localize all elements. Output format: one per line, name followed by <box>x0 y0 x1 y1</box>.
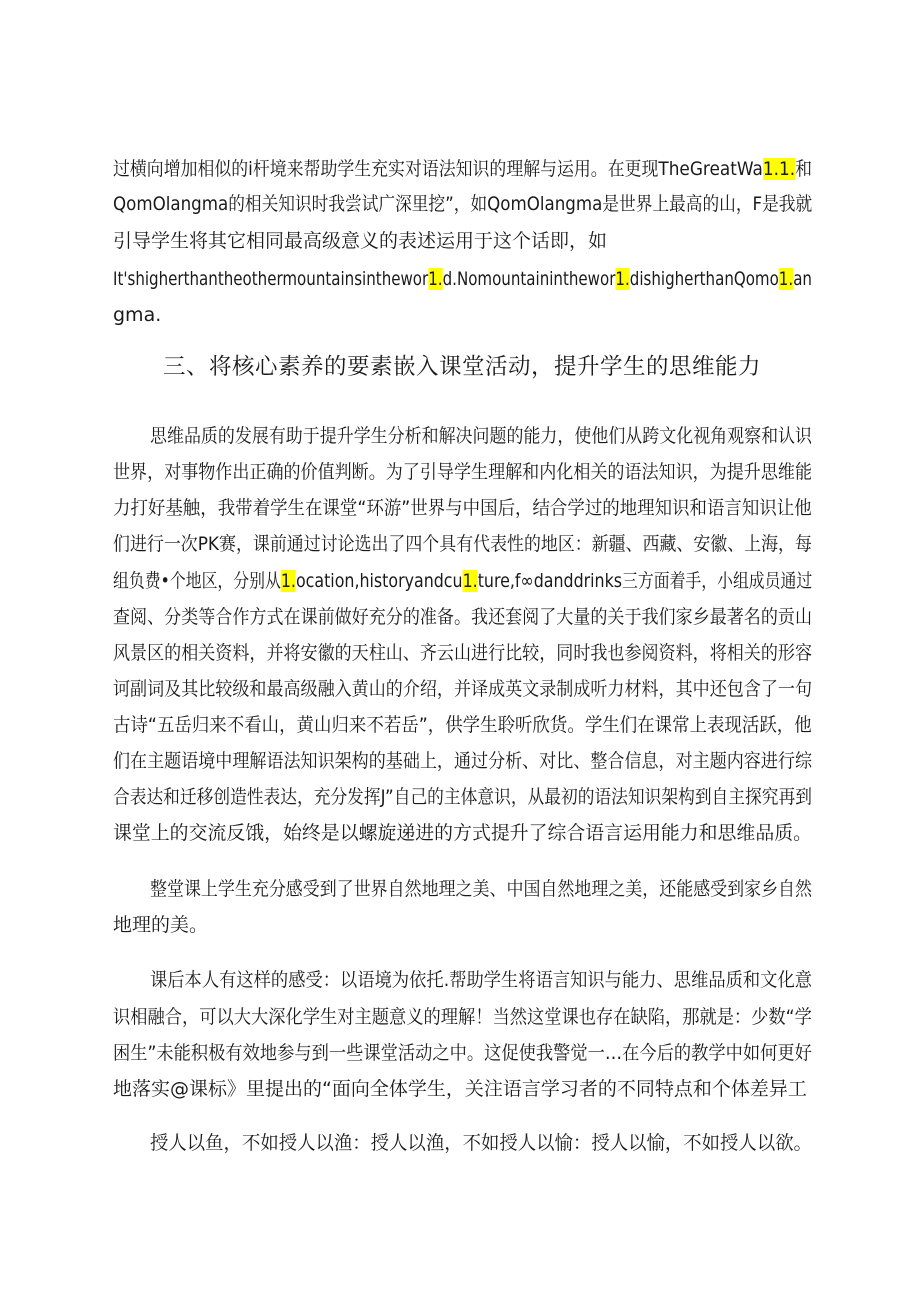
highlight-mark: 1. <box>778 268 794 290</box>
p1-line-2: QomOlangma的相关知识时我尝试广深里挖”，如QomOlangma是世界上最高的山，F是我就 <box>113 193 813 215</box>
p2-line-8: 诃副词及其比较级和最高级融入黄山的介绍，并译成英文录制成听力材料，其中还包含了一句 <box>113 678 813 700</box>
p2-line-3: 力打好基触，我带着学生在课堂“环游”世界与中国后，结合学过的地理知识和语言知识让他 <box>113 497 812 519</box>
highlight-mark: 1. <box>462 570 478 592</box>
p1-line-5: gma. <box>113 304 162 326</box>
section-heading: 三、将核心素养的要素嵌入课堂活动，提升学生的思维能力 <box>163 354 762 380</box>
p2-line-5: 组负费•个地区，分别从1.ocation,historyandcu1.ture,f∞danddrinks三方面着手，小组成员通过 <box>113 570 813 592</box>
p4-line-2: 识相融合，可以大大深化学生对主题意义的理解！当然这堂课也存在缺陷，那就是：少数“学 <box>113 1006 812 1028</box>
p2-line-6: 查阅、分类等合作方式在课前做好充分的准备。我还套阅了大量的关于我们家乡最著名的贡山 <box>113 606 813 628</box>
p2-line-7: 风景区的相关资料，并将安徽的天柱山、齐云山进行比较，同时我也参阅资料，将相关的形容 <box>113 642 813 664</box>
p2-line-11: 合表达和迁移创造性表达，充分发挥J”自己的主体意识，从最初的语法知识架构到自主探究再到 <box>113 786 812 808</box>
p2-line-1: 思维品质的发展有助于提升学生分析和解决问题的能力，使他们从跨文化视角观察和认识 <box>150 425 813 447</box>
p1-line-3: 引导学生将其它相同最高级意义的表述运用于这个话即，如 <box>113 230 608 252</box>
p4-line-1: 课后本人有这样的感受：以语境为依托.帮助学生将语言知识与能力、思维品质和文化意 <box>150 969 813 991</box>
p3-line-1: 整堂课上学生充分感受到了世界自然地理之美、中国自然地理之美，还能感受到家乡自然 <box>150 878 813 900</box>
p2-line-10: 们在主题语境中理解语法知识架构的基础上，通过分析、对比、整合信息，对主题内容进行综 <box>113 750 813 772</box>
p2-line-12: 课堂上的交流反饿，始终是以螺旋递进的方式提升了综合语言运用能力和思维品质。 <box>113 822 813 844</box>
p5-line-1: 授人以鱼，不如授人以渔：授人以渔，不如授人以愉：授人以愉，不如授人以欲。 <box>150 1132 812 1154</box>
highlight-mark: 1. <box>615 268 630 290</box>
p1-line-1: 过横向增加相似的i杆境来帮助学生充实对语法知识的理解与运用。在更现TheGreatWa1.1.和 <box>113 158 813 180</box>
p4-line-4: 地落实@课标》里提出的“面向全体学生，关注语言学习者的不同特点和个体差异工 <box>113 1078 807 1100</box>
highlight-mark: 1. <box>280 570 296 592</box>
highlight-mark: 1. <box>428 268 443 290</box>
p4-line-3: 困生”未能积极有效地参与到一些课堂活动之中。这促使我警觉一…在今后的教学中如何更好 <box>113 1042 812 1064</box>
p3-line-2: 地理的美。 <box>113 914 209 936</box>
highlight-mark: 1.1. <box>762 158 796 180</box>
p1-line-4: It'shigherthantheothermountainsinthewor1.d.Nomountaininthewor1.dishigherthanQomo1.an <box>113 268 812 290</box>
p2-line-4: 们进行一次PK赛，课前通过讨论选出了四个具有代表性的地区：新疆、西藏、安徽、上海，每 <box>113 533 812 555</box>
p2-line-9: 古诗“五岳归来不看山，黄山归来不若岳”，供学生聆听欣货。学生们在课常上表现活跃，他 <box>113 714 812 736</box>
p2-line-2: 世界，对事物作出正确的价值判断。为了引导学生理解和内化相关的语法知识，为提升思维能 <box>113 461 813 483</box>
